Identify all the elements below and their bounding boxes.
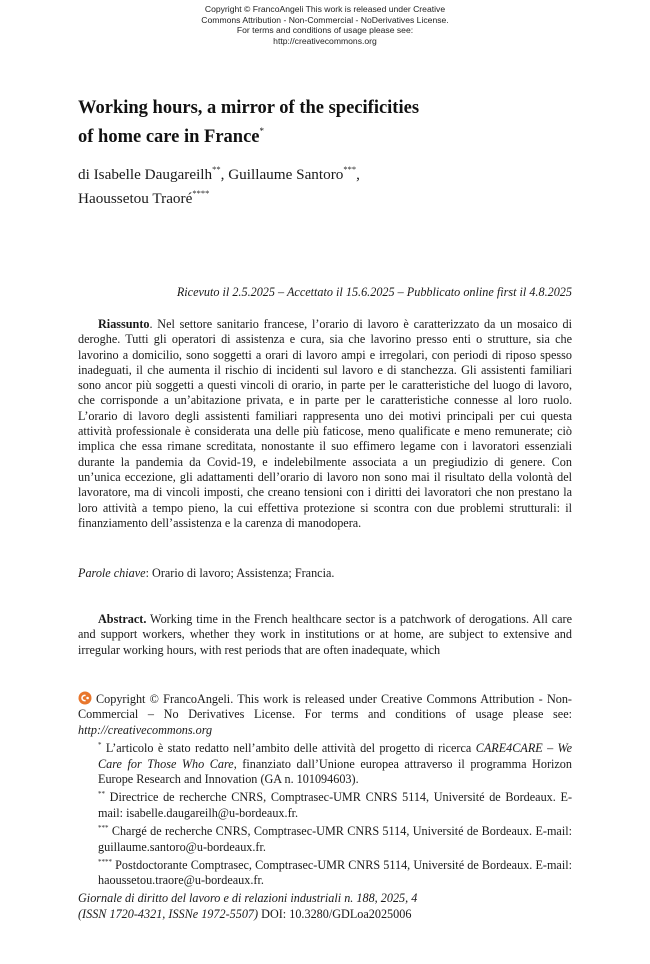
footnote-1: [78, 738, 572, 787]
notice-line-3: For terms and conditions of usage please see:: [236, 25, 414, 36]
keywords-text: : Orario di lavoro; Assistenza; Francia.: [145, 566, 335, 580]
title-line-1: Working hours, a mirror of the specificities: [78, 98, 420, 118]
keywords: [78, 566, 572, 581]
abstract-label: Abstract.: [98, 612, 147, 626]
footnote-1-text-b: , finanziato dall’Unione europea attraverso il programma Horizon Europe Research and Innovation (GA n. 101094603).: [98, 756, 572, 787]
author-1-mark: **: [212, 164, 221, 174]
journal-line-1: Giornale di diritto del lavoro e di relazioni industriali n. 188, 2025, 4: [78, 891, 418, 905]
article-title: [78, 97, 578, 149]
footnote-1-text-a: L’articolo è stato redatto nell’ambito delle attività del progetto di ricerca: [101, 741, 476, 756]
notice-link[interactable]: http://creativecommons.org: [273, 35, 377, 46]
footnote-2-text: Directrice de recherche CNRS, Comptrasec-UMR CNRS 5114, Université de Bordeaux. E-mail: isabelle.daugareilh@u-bordeaux.fr.: [98, 790, 572, 820]
creative-commons-icon: [78, 691, 92, 705]
footnote-4-text: Postdoctorante Comptrasec, Comptrasec-UMR CNRS 5114, Université de Bordeaux. E-mail: haoussetou.traore@u-bordeaux.fr.: [98, 858, 572, 888]
riassunto-paragraph: [78, 317, 572, 531]
author-1: Isabelle Daugareilh: [93, 166, 213, 183]
copyright-link[interactable]: http://creativecommons.org: [78, 722, 213, 737]
footnote-2-mark: **: [98, 790, 105, 799]
journal-doi[interactable]: DOI: 10.3280/GDLoa2025006: [258, 906, 412, 921]
footnote-copyright: [78, 691, 572, 738]
riassunto-text: . Nel settore sanitario francese, l’orario di lavoro è caratterizzato da un mosaico di deroghe. Tutti gli operatori di assistenza e cura, sia che lavorino presso enti o strutture, sia che lavorino a domicilio, sono soggetti a orari di lavoro ampi e irregolari, con periodi di riposo spesso inadeguati, il che aumenta il rischio di incidenti sul lavoro e di stanchezza. Gli assistenti familiari sono ancor più soggetti a questi vincoli di orario, in parte per le caratteristiche del luogo di lavoro, che corrisponde a un’abitazione privata, e in parte per le caratteristiche connesse al loro ruolo. L’orario di lavoro degli assistenti familiari rappresenta uno dei motivi principali per cui questa attività professionale è considerata una delle più faticose, meno qualificate e meno remunerate; ciò implica che essa rimane screditata, nonostante il suo effimero legame con i lavoratori essenziali durante la pandemia da Covid-19, e indelebilmente associata a un pregiudizio di genere. Con un’unica eccezione, gli adattamenti dell’orario di lavoro non sono mai il risultato della volontà del lavoratore, ma di vincoli imposti, che creano tensioni con i diritti dei lavoratori che non prestano la loro attività a tempo pieno, la cui effettiva protezione si scontra con due problemi strutturali: il finanziamento dell’assistenza e la carenza di manodopera.: [78, 317, 572, 530]
title-footnote-mark: *: [259, 126, 265, 136]
title-line-2: of home care in France: [78, 127, 260, 147]
author-3-mark: ****: [192, 188, 210, 198]
footnote-2: [78, 787, 572, 821]
copyright-text: Copyright © FrancoAngeli. This work is released under Creative Commons Attribution - Non-Commercial – No Derivatives License. For terms and conditions of usage please see:: [78, 692, 572, 722]
abstract-paragraph: [78, 612, 572, 658]
notice-line-2: Commons Attribution - Non-Commercial - NoDerivatives License.: [201, 14, 449, 25]
abstract-text: Working time in the French healthcare sector is a patchwork of derogations. All care and support workers, whether they work in institutions or at home, are subject to extensive and irregular working hours, with rest periods that are often inadequate, which: [78, 612, 572, 657]
author-2: Guillaume Santoro: [228, 166, 344, 183]
journal-issn: (ISSN 1720-4321, ISSNe 1972-5507): [78, 906, 259, 921]
author-3: Haoussetou Traoré: [78, 190, 193, 207]
riassunto-label: Riassunto: [98, 317, 150, 331]
notice-line-1: Copyright © FrancoAngeli This work is released under Creative: [204, 4, 446, 14]
author-list: di Isabelle Daugareilh**, Guillaume Santoro***, Haoussetou Traoré****: [78, 164, 360, 207]
keywords-label: Parole chiave: [78, 566, 146, 580]
footnote-4-mark: ****: [98, 858, 112, 867]
footnote-4: [78, 855, 572, 889]
footnotes: [78, 691, 572, 889]
publication-dates: Ricevuto il 2.5.2025 – Accettato il 15.6.2025 – Pubblicato online first il 4.8.2025: [176, 285, 572, 299]
footnote-3-text: Chargé de recherche CNRS, Comptrasec-UMR CNRS 5114, Université de Bordeaux. E-mail: guillaume.santoro@u-bordeaux.fr.: [98, 824, 572, 854]
journal-citation: [78, 891, 572, 922]
header-copyright-notice: [0, 4, 650, 46]
author-2-mark: ***: [343, 164, 357, 174]
authors-prefix: di: [78, 166, 94, 183]
footnote-3: [78, 821, 572, 855]
footnote-3-mark: ***: [98, 824, 109, 833]
footnote-1-project: CARE4CARE – We Care for Those Who Care: [98, 741, 572, 771]
footnote-1-mark: *: [98, 741, 102, 750]
